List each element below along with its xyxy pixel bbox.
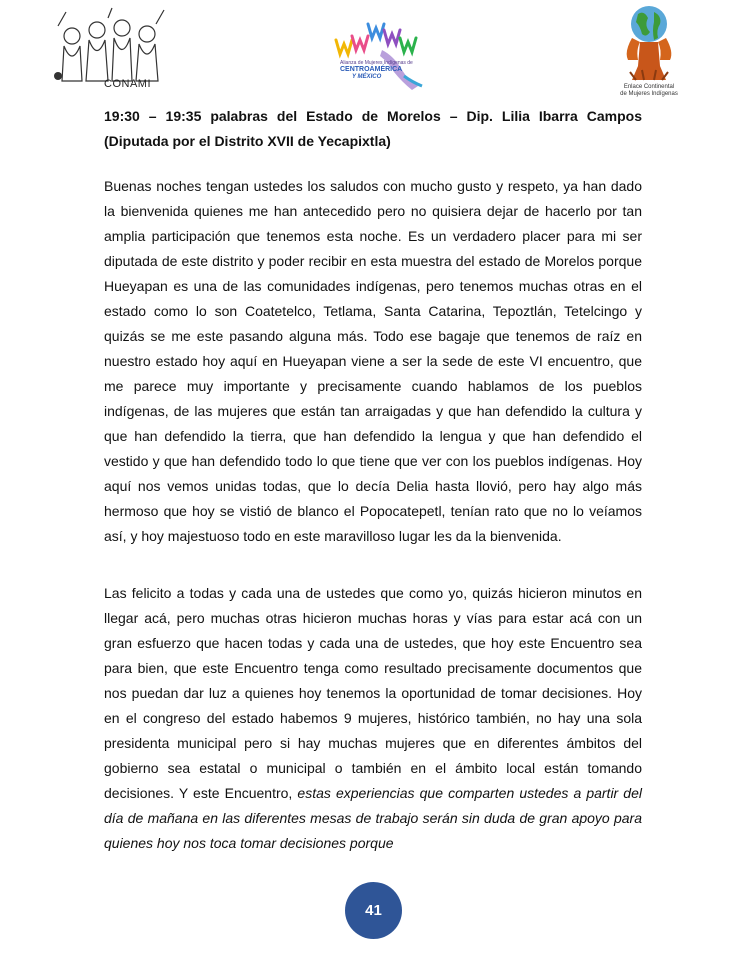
section-title: 19:30 – 19:35 palabras del Estado de Morelos – Dip. Lilia Ibarra Campos (Diputada por el Distrito XVII de Yecapixtla) [104,108,642,149]
enlace-logo-line2: de Mujeres Indígenas [620,91,678,97]
conami-label: CONAMI [104,78,151,90]
alianza-logo-line3: Y MÉXICO [352,74,382,80]
paragraph-2-italic-text: estas experiencias que comparten ustedes a partir del día de mañana en las diferentes mesas de trabajo serán sin duda de gran apoyo para quienes hoy nos toca tomar decisiones porque [104,785,642,851]
enlace-logo-caption [604,84,694,98]
enlace-continental-logo-image [614,2,684,82]
paragraph-1: Buenas noches tengan ustedes los saludos con mucho gusto y respeto, ya han dado la bienvenida quienes me han antecedido pero no quisiera dejar de hacerlo por tan amplia participación que tenemos esta noche. Es un verdadero placer para mi ser diputada de este distrito y poder recibir en esta muestra del estado de Morelos porque Hueyapan es una de las comunidades indígenas, pero tenemos muchas otras en el estado como lo son Coatetelco, Tetlama, Santa Catarina, Tepoztlán, Tetelcingo y quizás se me este pasando alguna más. Todo ese bagaje que tenemos de raíz en nuestro estado hoy aquí en Hueyapan viene a ser la sede de este VI encuentro, que me parece muy importante y precisamente cuando hablamos de los pueblos indígenas, de las mujeres que están tan arraigadas y que han defendido la cultura y que han defendido la tierra, que han defendido la lengua y que han defendido el vestido y que han defendido todo lo que tiene que ver con los pueblos indígenas. Hoy aquí nos vemos unidas todas, que lo decía Delia hasta llovió, pero hay algo más hermoso que hoy se vistió de blanco el Popocatepetl, tenían rato que no lo veíamos así, y hoy majestuoso todo en este maravilloso lugar les da la bienvenida. [104,178,642,544]
page-number-badge: 41 [345,882,402,939]
conami-logo-image [52,6,172,86]
paragraph-2-text: Las felicito a todas y cada una de ustedes que como yo, quizás hicieron minutos en llegar acá, pero muchas otras hicieron muchas horas y vías para estar acá con un gran esfuerzo que hacen todas y cada una de ustedes, que hoy este Encuentro sea para bien, que este Encuentro tenga como resultado precisamente documentos que nos puedan dar luz a quienes hoy tenemos la oportunidad de tomar decisiones. Hoy en el congreso del estado habemos 9 mujeres, histórico también, no hay una sola presidenta municipal pero si hay muchas mujeres que en diferentes ámbitos del gobierno sea estatal o municipal o también en el ámbito local están tomando decisiones. Y este Encuentro, [104,585,642,801]
enlace-logo-line1: Enlace Continental [623,84,675,90]
alianza-logo-line2: CENTROAMÉRICA [340,66,403,73]
alianza-logo-image [322,10,432,100]
alianza-logo-line1: Alianza de Mujeres Indígenas de [340,60,413,66]
paragraph-2 [104,581,642,856]
page-header [0,0,746,110]
